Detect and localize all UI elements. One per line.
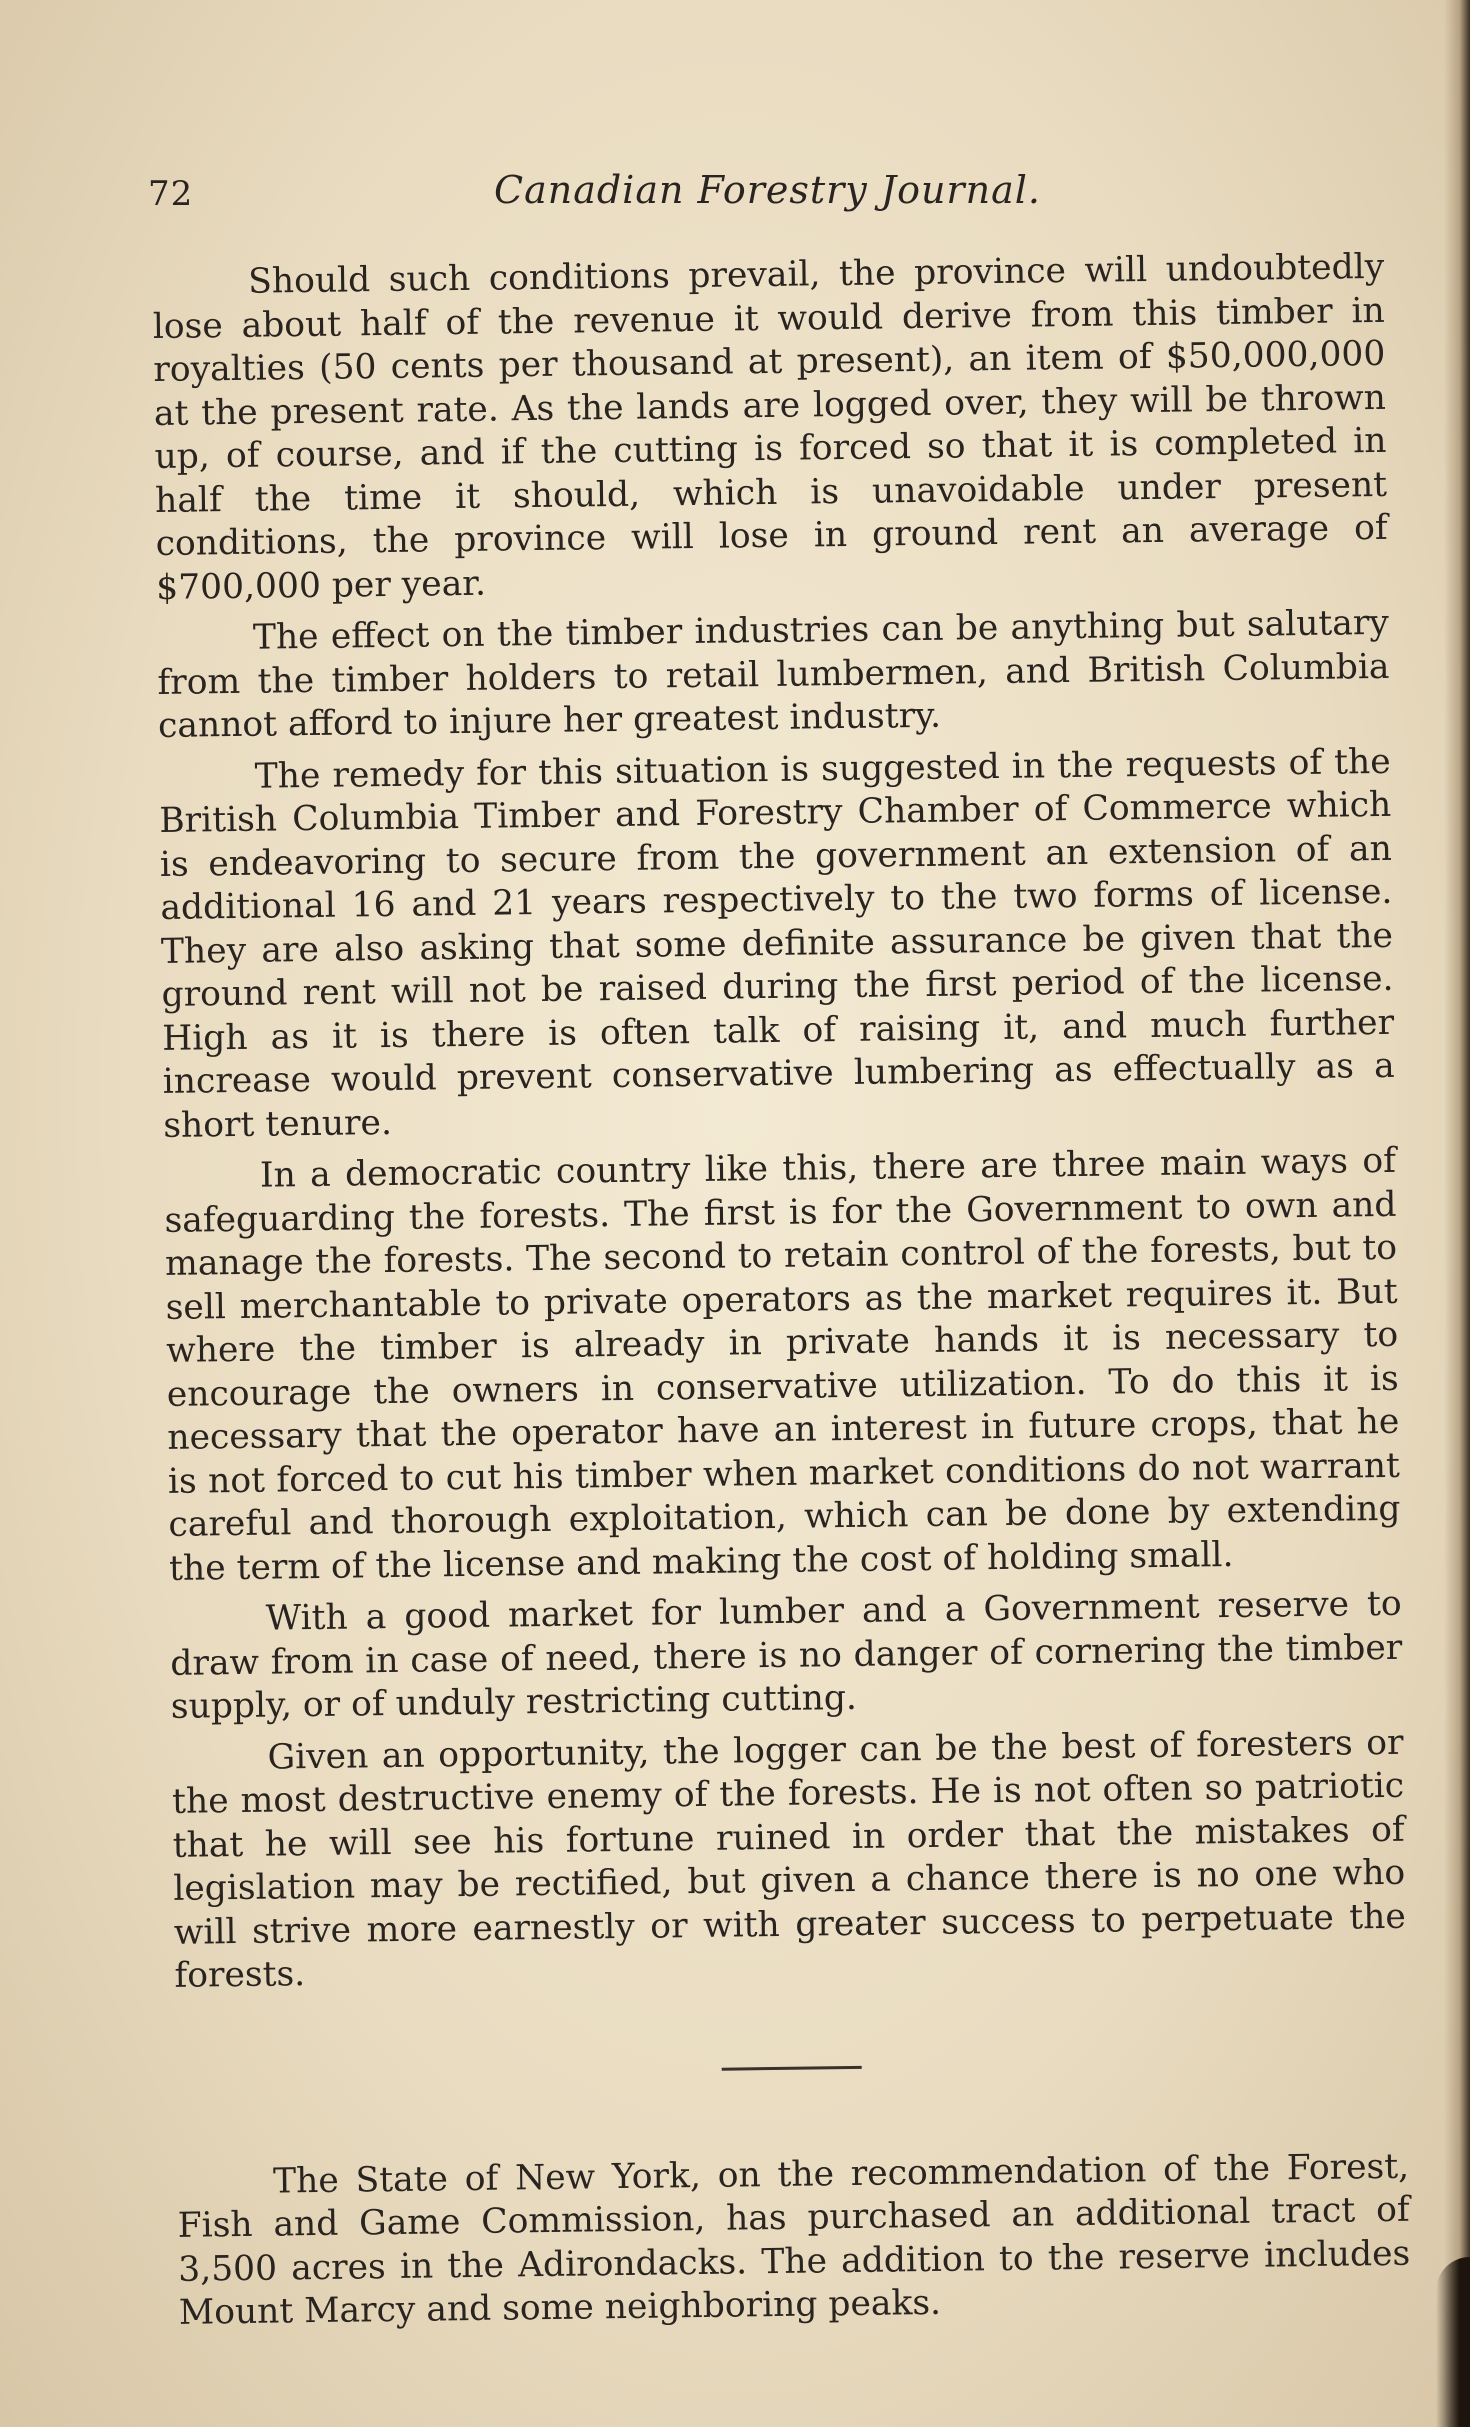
running-title: Canadian Forestry Journal.	[494, 168, 1041, 212]
section-divider	[722, 2065, 862, 2070]
page-header	[148, 168, 1380, 228]
page-number: 72	[148, 174, 194, 214]
page-corner-shadow	[1436, 2257, 1470, 2427]
paragraph-new-york-note: The State of New York, on the recommendation of the Forest, Fish and Game Commission, has purchased an additional tract of 3,500 acres in the Adirondacks. The addition to the reserve includes Mount Marcy and some neighboring peaks.	[177, 2146, 1411, 2333]
page-binding-edge	[1444, 0, 1470, 2427]
paragraph-logger: Given an opportunity, the logger can be the best of foresters or the most destructive enemy of the forests. He is not often so patriotic that he will see his fortune ruined in order that the mistakes of legislation may be rectified, but given a chance there is no one who will strive more earnestly or with greater success to perpetuate the forests.	[171, 1722, 1407, 1996]
paragraph-industry-effect: The effect on the timber industries can be anything but salutary from the timber holders to retail lumbermen, and British Columbia cannot afford to injure her greatest industry.	[157, 602, 1390, 746]
article-body	[152, 246, 1411, 2343]
paragraph-safeguarding: In a democratic country like this, there are three main ways of safeguarding the forests. The first is for the Government to own and manage the forests. The second to retain control of the forests, but to sell merchantable to private operators as the market requires it. But where the timber is already in private hands it is necessary to encourage the owners in conservative utilization. To do this it is necessary that the operator have an interest in future crops, that he is not forced to cut his timber when market conditions do not warrant careful and thorough exploitation, which can be done by extending the term of the license and making the cost of holding small.	[164, 1140, 1401, 1589]
paragraph-remedy: The remedy for this situation is suggested in the requests of the British Columbia Timber and Forestry Chamber of Commerce which is endeavoring to secure from the government an extension of an additional 16 and 21 years respectively to the two forms of license. They are also asking that some definite assurance be given that the ground rent will not be raised during the first period of the license. High as it is there is often talk of raising it, and much further increase would prevent conservative lumbering as effectually as a short tenure.	[159, 741, 1395, 1146]
paragraph-market: With a good market for lumber and a Government reserve to draw from in case of need, there is no danger of cornering the timber supply, or of unduly restricting cutting.	[170, 1583, 1403, 1727]
paragraph-revenue-loss: Should such conditions prevail, the province will undoubtedly lose about half of the revenue it would derive from this timber in royalties (50 cents per thousand at present), an item of $50,000,000 at the present rate. As the lands are logged over, they will be thrown up, of course, and if the cutting is forced so that it is completed in half the time it should, which is unavoidable under present conditions, the province will lose in ground rent an average of $700,000 per year.	[152, 246, 1388, 608]
